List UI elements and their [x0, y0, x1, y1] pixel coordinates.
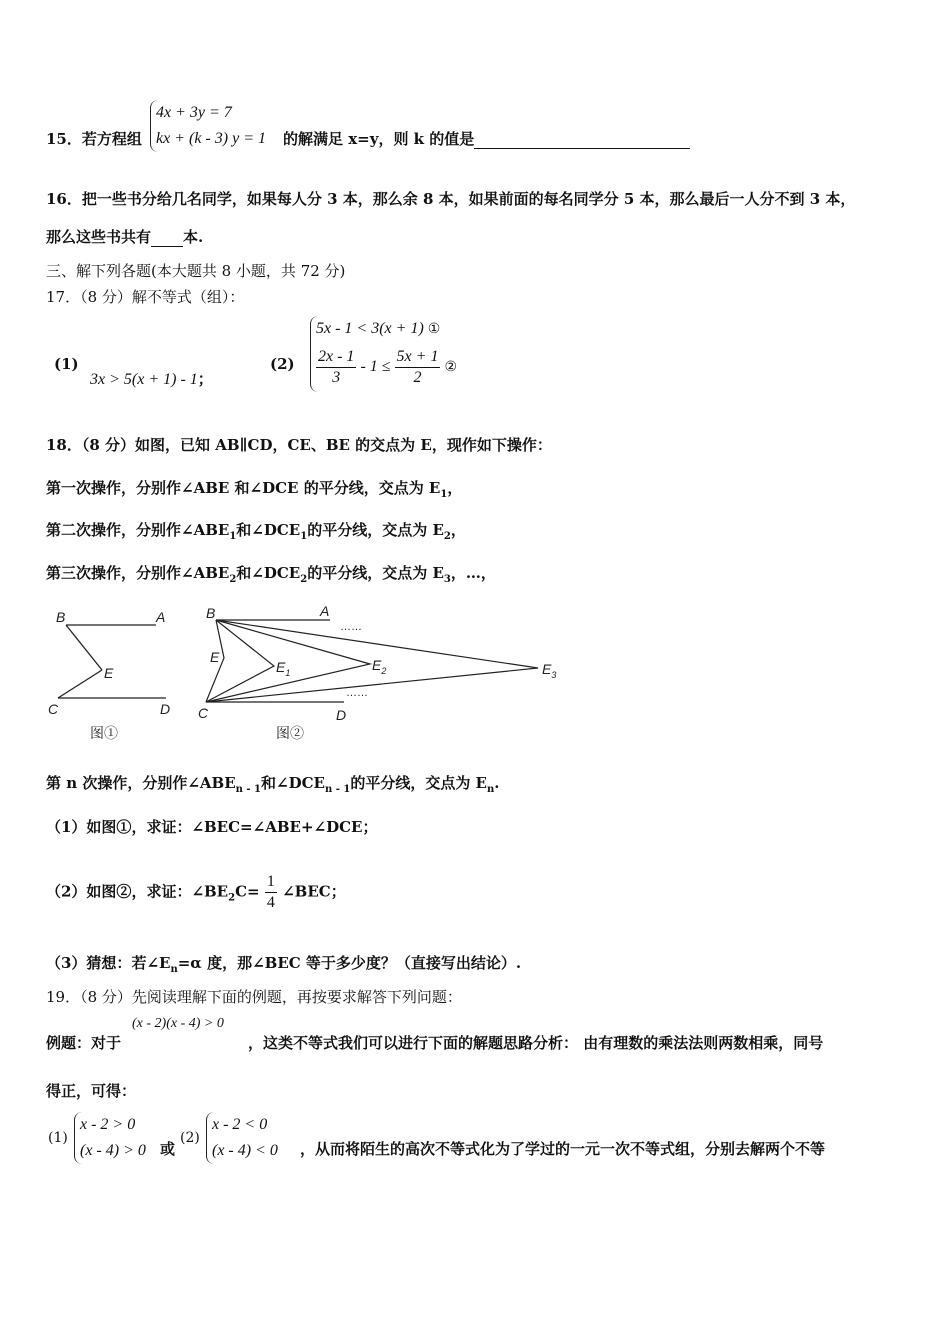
- q18-op2: [46, 519, 466, 542]
- q18-sub2-den: 4: [266, 894, 275, 911]
- q17-p2-frac1-num: 2x - 1: [316, 347, 356, 368]
- q18-op2-end: ，: [450, 521, 466, 539]
- q15-eq2: kx + (k - 3) y = 1: [156, 130, 266, 147]
- q17-title: 17．（8 分）解不等式（组）：: [46, 288, 245, 306]
- q18-opn-b: 和∠DCE: [261, 774, 325, 792]
- q18-sub2-num: 1: [265, 872, 277, 893]
- q18-op1-end: ，: [447, 479, 463, 497]
- q18-op2-s2: 1: [300, 531, 308, 542]
- q17-p2-label: (2): [270, 355, 295, 373]
- q16-line2-a: 那么这些书共有: [46, 228, 152, 246]
- fig1-line-ec: [58, 670, 102, 698]
- fig2-label-b: B: [206, 605, 216, 621]
- q18-op2-s1: 1: [229, 531, 237, 542]
- q17-p2-eq1: 5x - 1 < 3(x + 1): [316, 320, 424, 337]
- q19-or: 或: [160, 1140, 176, 1158]
- q18-sub2-s: 2: [228, 892, 236, 904]
- q18-op3-b: 和∠DCE: [236, 564, 301, 582]
- q18-op2-b: 和∠DCE: [236, 521, 301, 539]
- fig1-label-c: C: [48, 701, 59, 717]
- q18-sub2-a: （2）如图②，求证：∠BE: [46, 882, 229, 901]
- fig2-label-e2: [372, 657, 386, 676]
- q18-opn-end: .: [494, 774, 500, 792]
- q19-s1-system: [74, 1112, 146, 1164]
- q17-p2-frac2: [395, 347, 441, 388]
- q19-s1-eq2: (x - 4) > 0: [80, 1142, 146, 1159]
- q17-p2-eq1-row: [316, 316, 457, 343]
- q17-p1: [90, 368, 213, 389]
- q18-sub2-b: C=: [235, 882, 260, 901]
- q18-opn-s3: n: [486, 784, 495, 795]
- q18-title: 18．（8 分）如图，已知 AB∥CD，CE、BE 的交点为 E，现作如下操作：: [46, 436, 552, 454]
- q17-p2-mid: - 1 ≤: [360, 358, 391, 375]
- q18-op3-s2: 2: [300, 574, 308, 585]
- q17-p2-frac2-num: 5x + 1: [395, 347, 441, 368]
- q16-line1: 16．把一些书分给几名同学，如果每人分 3 本，那么余 8 本，如果前面的每名同学分 5 本，那么最后一人分不到 3 本，: [46, 190, 856, 208]
- fig2-label-e2-main: E: [372, 657, 382, 673]
- q19-s2-eq2: (x - 4) < 0: [212, 1142, 278, 1159]
- q18-sub3-b: =α 度，那∠BEC 等于多少度？（直接写出结论）.: [177, 954, 522, 972]
- q18-op3-end: ，…，: [450, 564, 496, 582]
- q18-figures: [44, 600, 566, 750]
- q18-op2-a: 第二次操作，分别作∠ABE: [46, 521, 230, 539]
- q18-op2-c: 的平分线，交点为 E: [307, 521, 444, 539]
- q17-p2-frac1-den: 3: [332, 368, 341, 386]
- q18-sub2: [46, 872, 346, 913]
- q18-op3-a: 第三次操作，分别作∠ABE: [46, 564, 230, 582]
- fig2-dots-bottom: ……: [346, 687, 368, 699]
- fig2-label-d: D: [336, 707, 347, 723]
- q18-sub3-s: n: [170, 964, 178, 975]
- fig1-label-b: B: [56, 609, 66, 625]
- q18-sub3-a: （3）猜想：若∠E: [46, 954, 171, 972]
- q18-op1-sub: 1: [440, 489, 448, 500]
- fig2-label-e3-main: E: [542, 661, 552, 677]
- fig1-label-d: D: [160, 701, 171, 717]
- q19-s2-system: [206, 1112, 278, 1164]
- fig2-label-e3-sub: 3: [551, 670, 557, 680]
- q16-answer-blank[interactable]: [151, 230, 183, 247]
- q17-p2-eq2-mark: ②: [444, 360, 458, 375]
- q18-sub2-frac: [265, 872, 277, 913]
- q17-p2-frac2-den: 2: [413, 368, 422, 386]
- q18-op3-c: 的平分线，交点为 E: [307, 564, 444, 582]
- fig1-label-e: E: [104, 665, 114, 681]
- fig2-label-c: C: [198, 705, 209, 721]
- q18-op3: [46, 562, 496, 585]
- q19-s2-label: (2): [180, 1130, 200, 1146]
- q18-op3-s1: 2: [229, 574, 237, 585]
- q18-op3-s3: 3: [443, 574, 451, 585]
- fig2-caption: 图②: [276, 725, 304, 741]
- q16-line2-b: 本.: [183, 228, 204, 246]
- q19-ex-b: ，这类不等式我们可以进行下面的解题思路分析： 由有理数的乘法法则两数相乘，同号: [248, 1034, 824, 1052]
- q18-opn-s2: n - 1: [324, 784, 351, 795]
- q15-answer-blank[interactable]: [474, 132, 690, 149]
- fig2-label-e: E: [210, 649, 220, 665]
- fig2-label-a: A: [320, 603, 330, 619]
- q17-p2-eq1-mark: ①: [427, 322, 441, 337]
- fig2-label-e3: [542, 661, 556, 680]
- q18-opn-s1: n - 1: [235, 784, 262, 795]
- q19-s1-label: (1): [48, 1130, 68, 1146]
- q17-p2-frac1: [316, 347, 356, 388]
- q19-s2-eq1: x - 2 < 0: [212, 1116, 268, 1133]
- section3-heading: 三、解下列各题(本大题共 8 小题，共 72 分): [46, 262, 346, 280]
- fig2-label-e1-sub: 1: [285, 668, 291, 678]
- q19-s1-eq1: x - 2 > 0: [80, 1116, 136, 1133]
- q19-ex-expr: (x - 2)(x - 4) > 0: [132, 1016, 224, 1031]
- fig1-label-a: A: [156, 609, 166, 625]
- q15-suffix: 的解满足 x=y，则 k 的值是: [283, 130, 475, 148]
- q17-p2-eq2-row: [316, 343, 457, 392]
- q15-eq1: 4x + 3y = 7: [156, 104, 232, 121]
- figure-1: [58, 625, 166, 698]
- q17-p2-system: [310, 316, 457, 392]
- q18-op2-s3: 2: [443, 531, 451, 542]
- fig2-dots-top: ……: [340, 621, 362, 633]
- fig2-label-e1-main: E: [276, 659, 286, 675]
- q16-line2: [46, 226, 203, 247]
- q18-opn: [46, 772, 499, 795]
- q19-ex-a: 例题：对于: [46, 1034, 122, 1052]
- q18-opn-a: 第 n 次操作，分别作∠ABE: [46, 774, 236, 792]
- q18-op1-text: 第一次操作，分别作∠ABE 和∠DCE 的平分线，交点为 E: [46, 479, 441, 497]
- fig1-caption: 图①: [90, 725, 118, 741]
- q18-opn-c: 的平分线，交点为 E: [350, 774, 487, 792]
- q19-title: 19．（8 分）先阅读理解下面的例题，再按要求解答下列问题：: [46, 988, 462, 1006]
- fig2-label-e2-sub: 2: [381, 666, 387, 676]
- q19-tail: ，从而将陌生的高次不等式化为了学过的一元一次不等式组，分别去解两个不等: [300, 1140, 826, 1158]
- q18-sub1: （1）如图①，求证：∠BEC=∠ABE+∠DCE；: [46, 818, 378, 836]
- q17-p1-expr: 3x > 5(x + 1) - 1: [90, 371, 198, 388]
- fig2-label-e1: [276, 659, 290, 678]
- q15-suffix-line: [283, 128, 690, 149]
- q15-prefix: 15．若方程组: [46, 130, 142, 148]
- q19-ex-expr-wrap: [132, 1016, 224, 1032]
- q18-sub2-c: ∠BEC；: [282, 882, 346, 901]
- fig1-line-be: [66, 625, 102, 670]
- q17-p1-end: ；: [197, 370, 213, 388]
- q15-system: [150, 100, 266, 152]
- q18-op1: [46, 477, 462, 500]
- q17-p1-label: (1): [54, 355, 79, 373]
- q18-sub3: [46, 952, 521, 975]
- q19-line2: 得正，可得：: [46, 1082, 137, 1100]
